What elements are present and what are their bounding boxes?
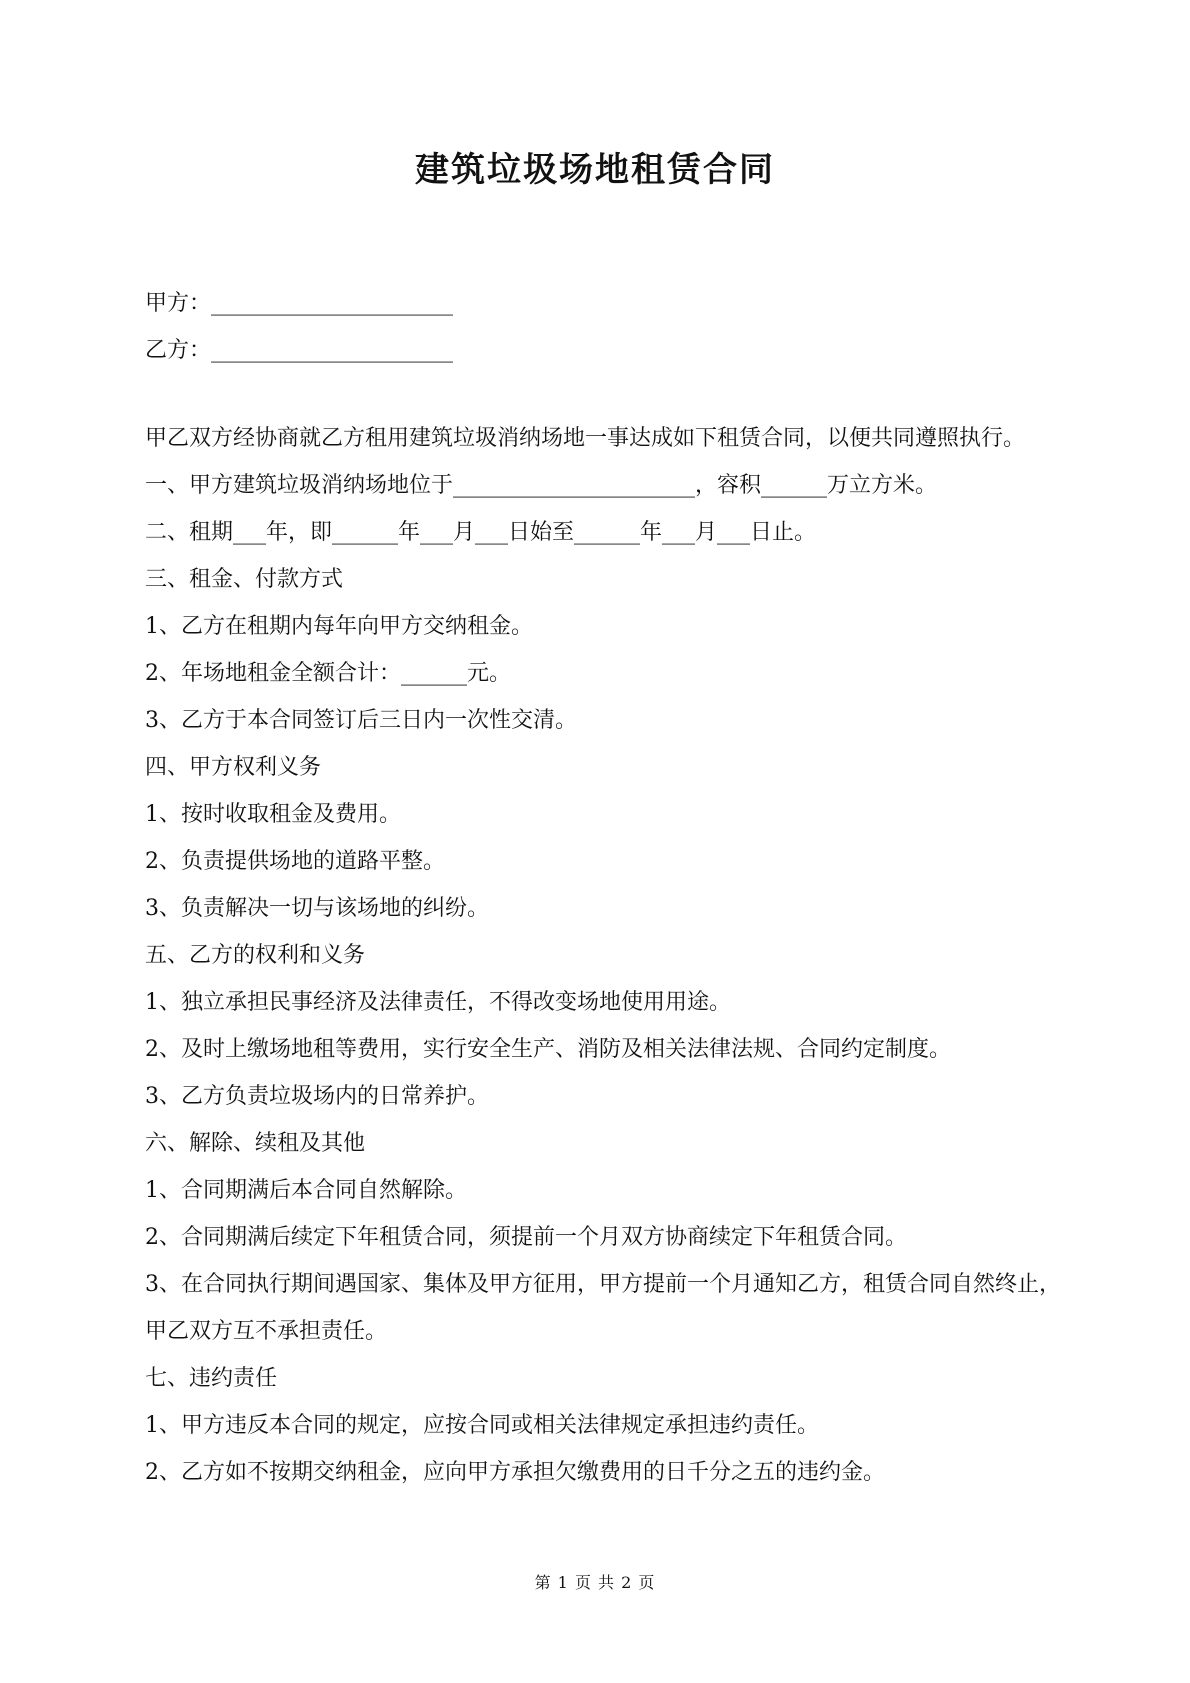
party-a-item-2: 2、负责提供场地的道路平整。 — [145, 849, 445, 874]
rent-item-1: 1、乙方在租期内每年向甲方交纳租金。 — [145, 614, 533, 639]
section-heading-liability: 七、违约责任 — [145, 1366, 278, 1391]
termination-item-2: 2、合同期满后续定下年租赁合同，须提前一个月双方协商续定下年租赁合同。 — [145, 1225, 907, 1250]
clause-2-term: 二、租期___年，即______年___月___日始至______年___月___日止。 — [145, 520, 817, 545]
rent-item-2: 2、年场地租金全额合计：______元。 — [145, 661, 511, 686]
document-title: 建筑垃圾场地租赁合同 — [415, 150, 775, 190]
party-b-line: 乙方：______________________ — [145, 338, 454, 363]
party-b-item-2: 2、及时上缴场地租等费用，实行安全生产、消防及相关法律法规、合同约定制度。 — [145, 1037, 951, 1062]
termination-item-1: 1、合同期满后本合同自然解除。 — [145, 1178, 467, 1203]
party-a-item-1: 1、按时收取租金及费用。 — [145, 802, 401, 827]
party-a-item-3: 3、负责解决一切与该场地的纠纷。 — [145, 896, 489, 921]
party-section — [145, 280, 1065, 374]
contract-body — [145, 415, 1063, 1496]
party-b-item-3: 3、乙方负责垃圾场内的日常养护。 — [145, 1084, 489, 1109]
rent-item-3: 3、乙方于本合同签订后三日内一次性交清。 — [145, 708, 577, 733]
section-heading-rent: 三、租金、付款方式 — [145, 567, 344, 592]
intro-paragraph: 甲乙双方经协商就乙方租用建筑垃圾消纳场地一事达成如下租赁合同，以便共同遵照执行。 — [145, 426, 1026, 451]
termination-item-3: 3、在合同执行期间遇国家、集体及甲方征用，甲方提前一个月通知乙方，租赁合同自然终止，甲乙双方互不承担责任。 — [145, 1272, 1062, 1344]
liability-item-2: 2、乙方如不按期交纳租金，应向甲方承担欠缴费用的日千分之五的违约金。 — [145, 1460, 885, 1485]
clause-1-location: 一、甲方建筑垃圾消纳场地位于______________________，容积______万立方米。 — [145, 473, 938, 498]
liability-item-1: 1、甲方违反本合同的规定，应按合同或相关法律规定承担违约责任。 — [145, 1413, 819, 1438]
party-a-line: 甲方：______________________ — [145, 291, 454, 316]
party-b-item-1: 1、独立承担民事经济及法律责任，不得改变场地使用用途。 — [145, 990, 731, 1015]
section-heading-termination: 六、解除、续租及其他 — [145, 1131, 366, 1156]
page-number-footer: 第 1 页 共 2 页 — [534, 1573, 656, 1592]
section-heading-party-a: 四、甲方权利义务 — [145, 755, 322, 780]
section-heading-party-b: 五、乙方的权利和义务 — [145, 943, 366, 968]
